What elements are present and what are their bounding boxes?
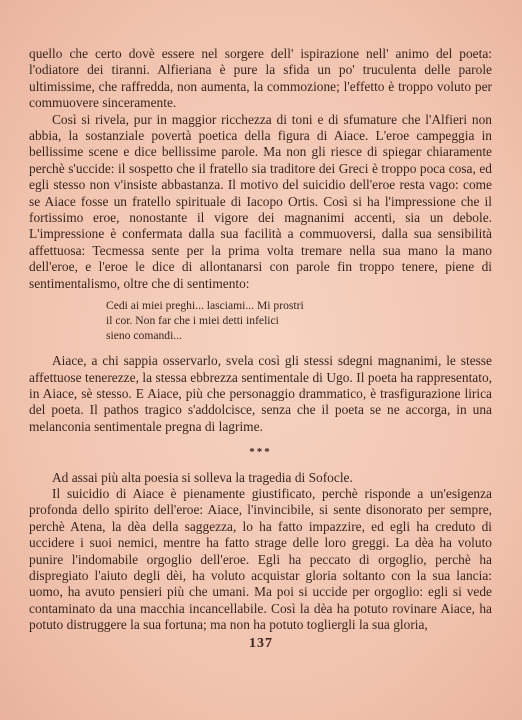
paragraph-aiace-ugo: Aiace, a chi sappia osservarlo, svela così gli stessi sdegni magnanimi, le stesse affettuose tenerezze, la stessa ebbrezza sentimentale di Ugo. Il poeta ha rappresentato, in Aiace, sè stesso. E Aiace, più che personaggio drammatico, è trasfigurazione lirica del poeta. Il pathos tragico s'addolcisce, senza che il poeta se ne accorga, in una melanconia sentimentale pregna di lagrime. [29,353,492,434]
page-body [29,46,492,634]
verse-quotation: Cedi ai miei preghi... lasciami... Mi prostri il cor. Non far che i miei detti infelici sieno comandi... [106,299,304,343]
paragraph-alfierian-defiance: quello che certo dovè essere nel sorgere dell' ispirazione nell' animo del poeta: l'odiatore dei tiranni. Alfieriana è pure la sfida un po' truculenta delle parole ultimissime, che raffredda, non aumenta, la commozione; l'effetto è troppo voluto per commuovere sinceramente. [29,46,492,111]
paragraph-sofocle-suicide: Il suicidio di Aiace è pienamente giustificato, perchè risponde a un'esigenza profonda dello spirito dell'eroe: Aiace, l'invincibile, si sente disonorato per sempre, perchè Atena, la dèa della saggezza, lo ha fatto impazzire, ed egli ha creduto di uccidere i suoi nemici, mentre ha fatto strage delle loro greggi. La dèa ha voluto punire l'indomabile orgoglio dell'eroe. Egli ha peccato di orgoglio, perchè ha dispregiato l'aiuto degli dèi, ha voluto acquistar gloria soltanto con la sua lancia: uomo, ha avuto pensieri più che umani. Ma poi si uccide per orgoglio: egli si vede contaminato da una macchia incancellabile. Così la dèa ha potuto rovinare Aiace, ha potuto distruggere la sua fortuna; ma non ha potuto togliergli la sua gloria, [29,485,492,633]
paragraph-aiace-poverty: Così si rivela, pur in maggior ricchezza di toni e di sfumature che l'Alfieri non abbia, la sostanziale povertà poetica della figura di Aiace. L'eroe campeggia in bellissime scene e dice bellissime parole. Ma non gli riesce di spiegar chiaramente perchè s'uccide: il sospetto che il fratello sia traditore dei Greci è troppo poca cosa, ed egli stesso non v'insiste abbastanza. Il motivo del suicidio dell'eroe resta vago: come se Aiace fosse un fratello spirituale di Iacopo Ortis. Così si ha l'impressione che il fortissimo eroe, nonostante il vigore dei magnanimi accenti, sia un debole. L'impressione è confermata dalla sua facilità a commuoversi, dalla sua sensibilità affettuosa: Tecmessa sente per la prima volta tremare nella sua mano la mano dell'eroe, e l'eroe le dice di allontanarsi con parole fin troppo tenere, piene di sentimentalismo, oltre che di sentimento: [29,111,492,291]
page-number: 137 [249,636,273,651]
paragraph-sofocle-intro: Ad assai più alta poesia si solleva la tragedia di Sofocle. [52,469,353,485]
section-separator: *** [249,446,272,459]
